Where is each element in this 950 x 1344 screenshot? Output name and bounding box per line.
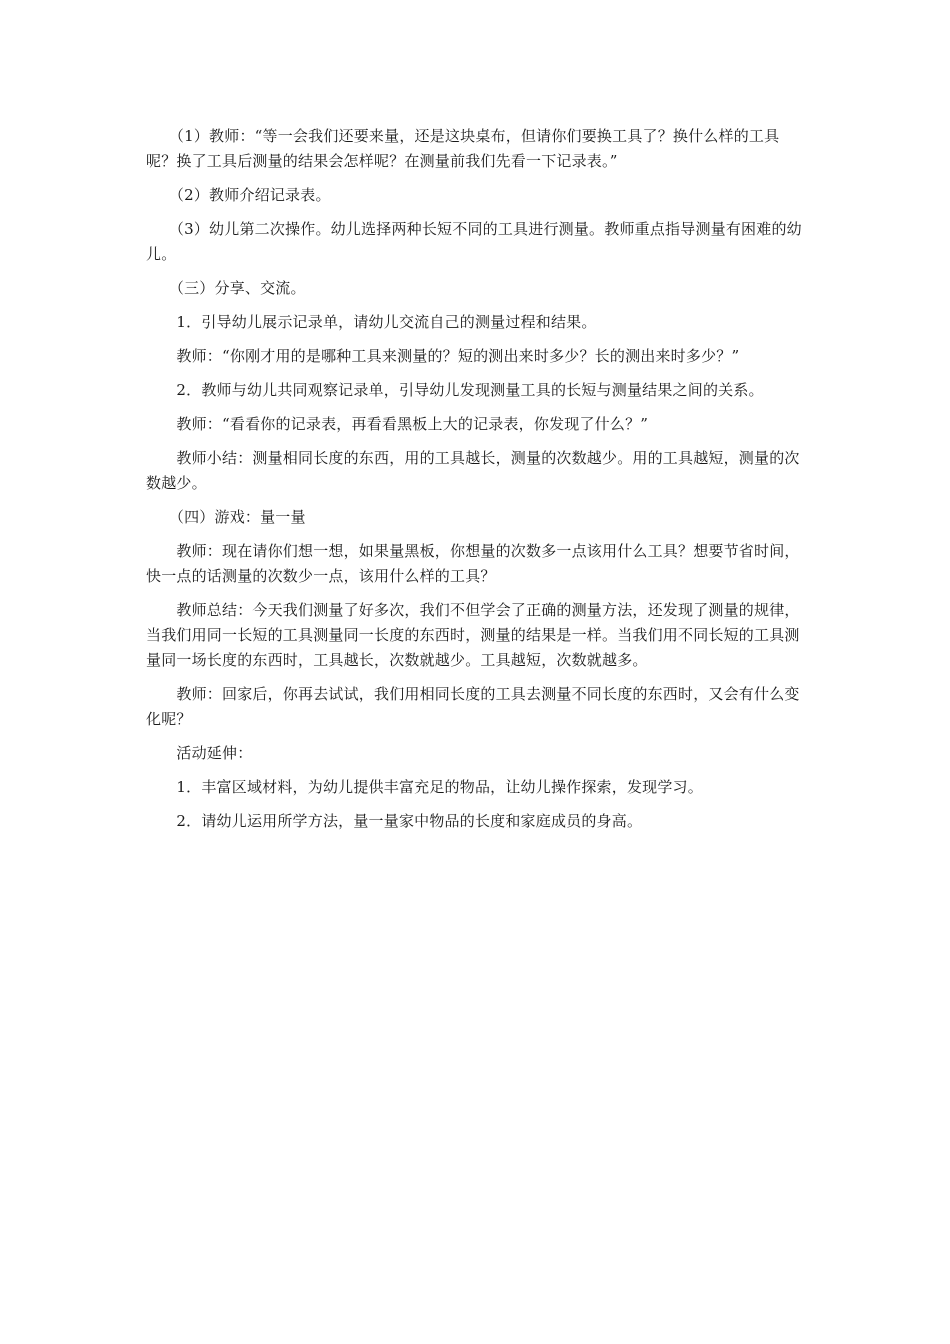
section-heading-share: （三）分享、交流。 bbox=[146, 279, 306, 297]
paragraph-step-2: （2）教师介绍记录表。 bbox=[146, 186, 331, 204]
paragraph-step-3: （3）幼儿第二次操作。幼儿选择两种长短不同的工具进行测量。教师重点指导测量有困难的幼儿。 bbox=[146, 220, 802, 263]
paragraph-teacher-observe: 教师：“看看你的记录表，再看看黑板上大的记录表，你发现了什么？” bbox=[146, 415, 649, 433]
paragraph-extension-1: 1．丰富区域材料，为幼儿提供丰富充足的物品，让幼儿操作探索，发现学习。 bbox=[146, 778, 703, 796]
paragraph-share-2: 2．教师与幼儿共同观察记录单，引导幼儿发现测量工具的长短与测量结果之间的关系。 bbox=[146, 381, 764, 399]
paragraph-teacher-summary: 教师小结：测量相同长度的东西，用的工具越长，测量的次数越少。用的工具越短，测量的次数越少。 bbox=[146, 449, 800, 492]
paragraph-extension-2: 2．请幼儿运用所学方法，量一量家中物品的长度和家庭成员的身高。 bbox=[146, 812, 643, 830]
paragraph-step-1: （1）教师：“等一会我们还要来量，还是这块桌布，但请你们要换工具了？换什么样的工具呢？换了工具后测量的结果会怎样呢？在测量前我们先看一下记录表。” bbox=[146, 127, 780, 170]
paragraph-game-question: 教师：现在请你们想一想，如果量黑板，你想量的次数多一点该用什么工具？想要节省时间，快一点的话测量的次数少一点，该用什么样的工具？ bbox=[146, 542, 800, 585]
paragraph-homework: 教师：回家后，你再去试试，我们用相同长度的工具去测量不同长度的东西时，又会有什么变化呢？ bbox=[146, 685, 800, 728]
document-body bbox=[146, 124, 806, 843]
section-heading-extension: 活动延伸： bbox=[146, 744, 253, 762]
paragraph-share-1: 1．引导幼儿展示记录单，请幼儿交流自己的测量过程和结果。 bbox=[146, 313, 597, 331]
section-heading-game: （四）游戏：量一量 bbox=[146, 508, 306, 526]
paragraph-teacher-question: 教师：“你刚才用的是哪种工具来测量的？短的测出来时多少？长的测出来时多少？” bbox=[146, 347, 740, 365]
paragraph-teacher-conclusion: 教师总结：今天我们测量了好多次，我们不但学会了正确的测量方法，还发现了测量的规律，当我们用同一长短的工具测量同一长度的东西时，测量的结果是一样。当我们用不同长短的工具测量同一场长度的东西时，工具越长，次数就越少。工具越短，次数就越多。 bbox=[146, 601, 800, 669]
